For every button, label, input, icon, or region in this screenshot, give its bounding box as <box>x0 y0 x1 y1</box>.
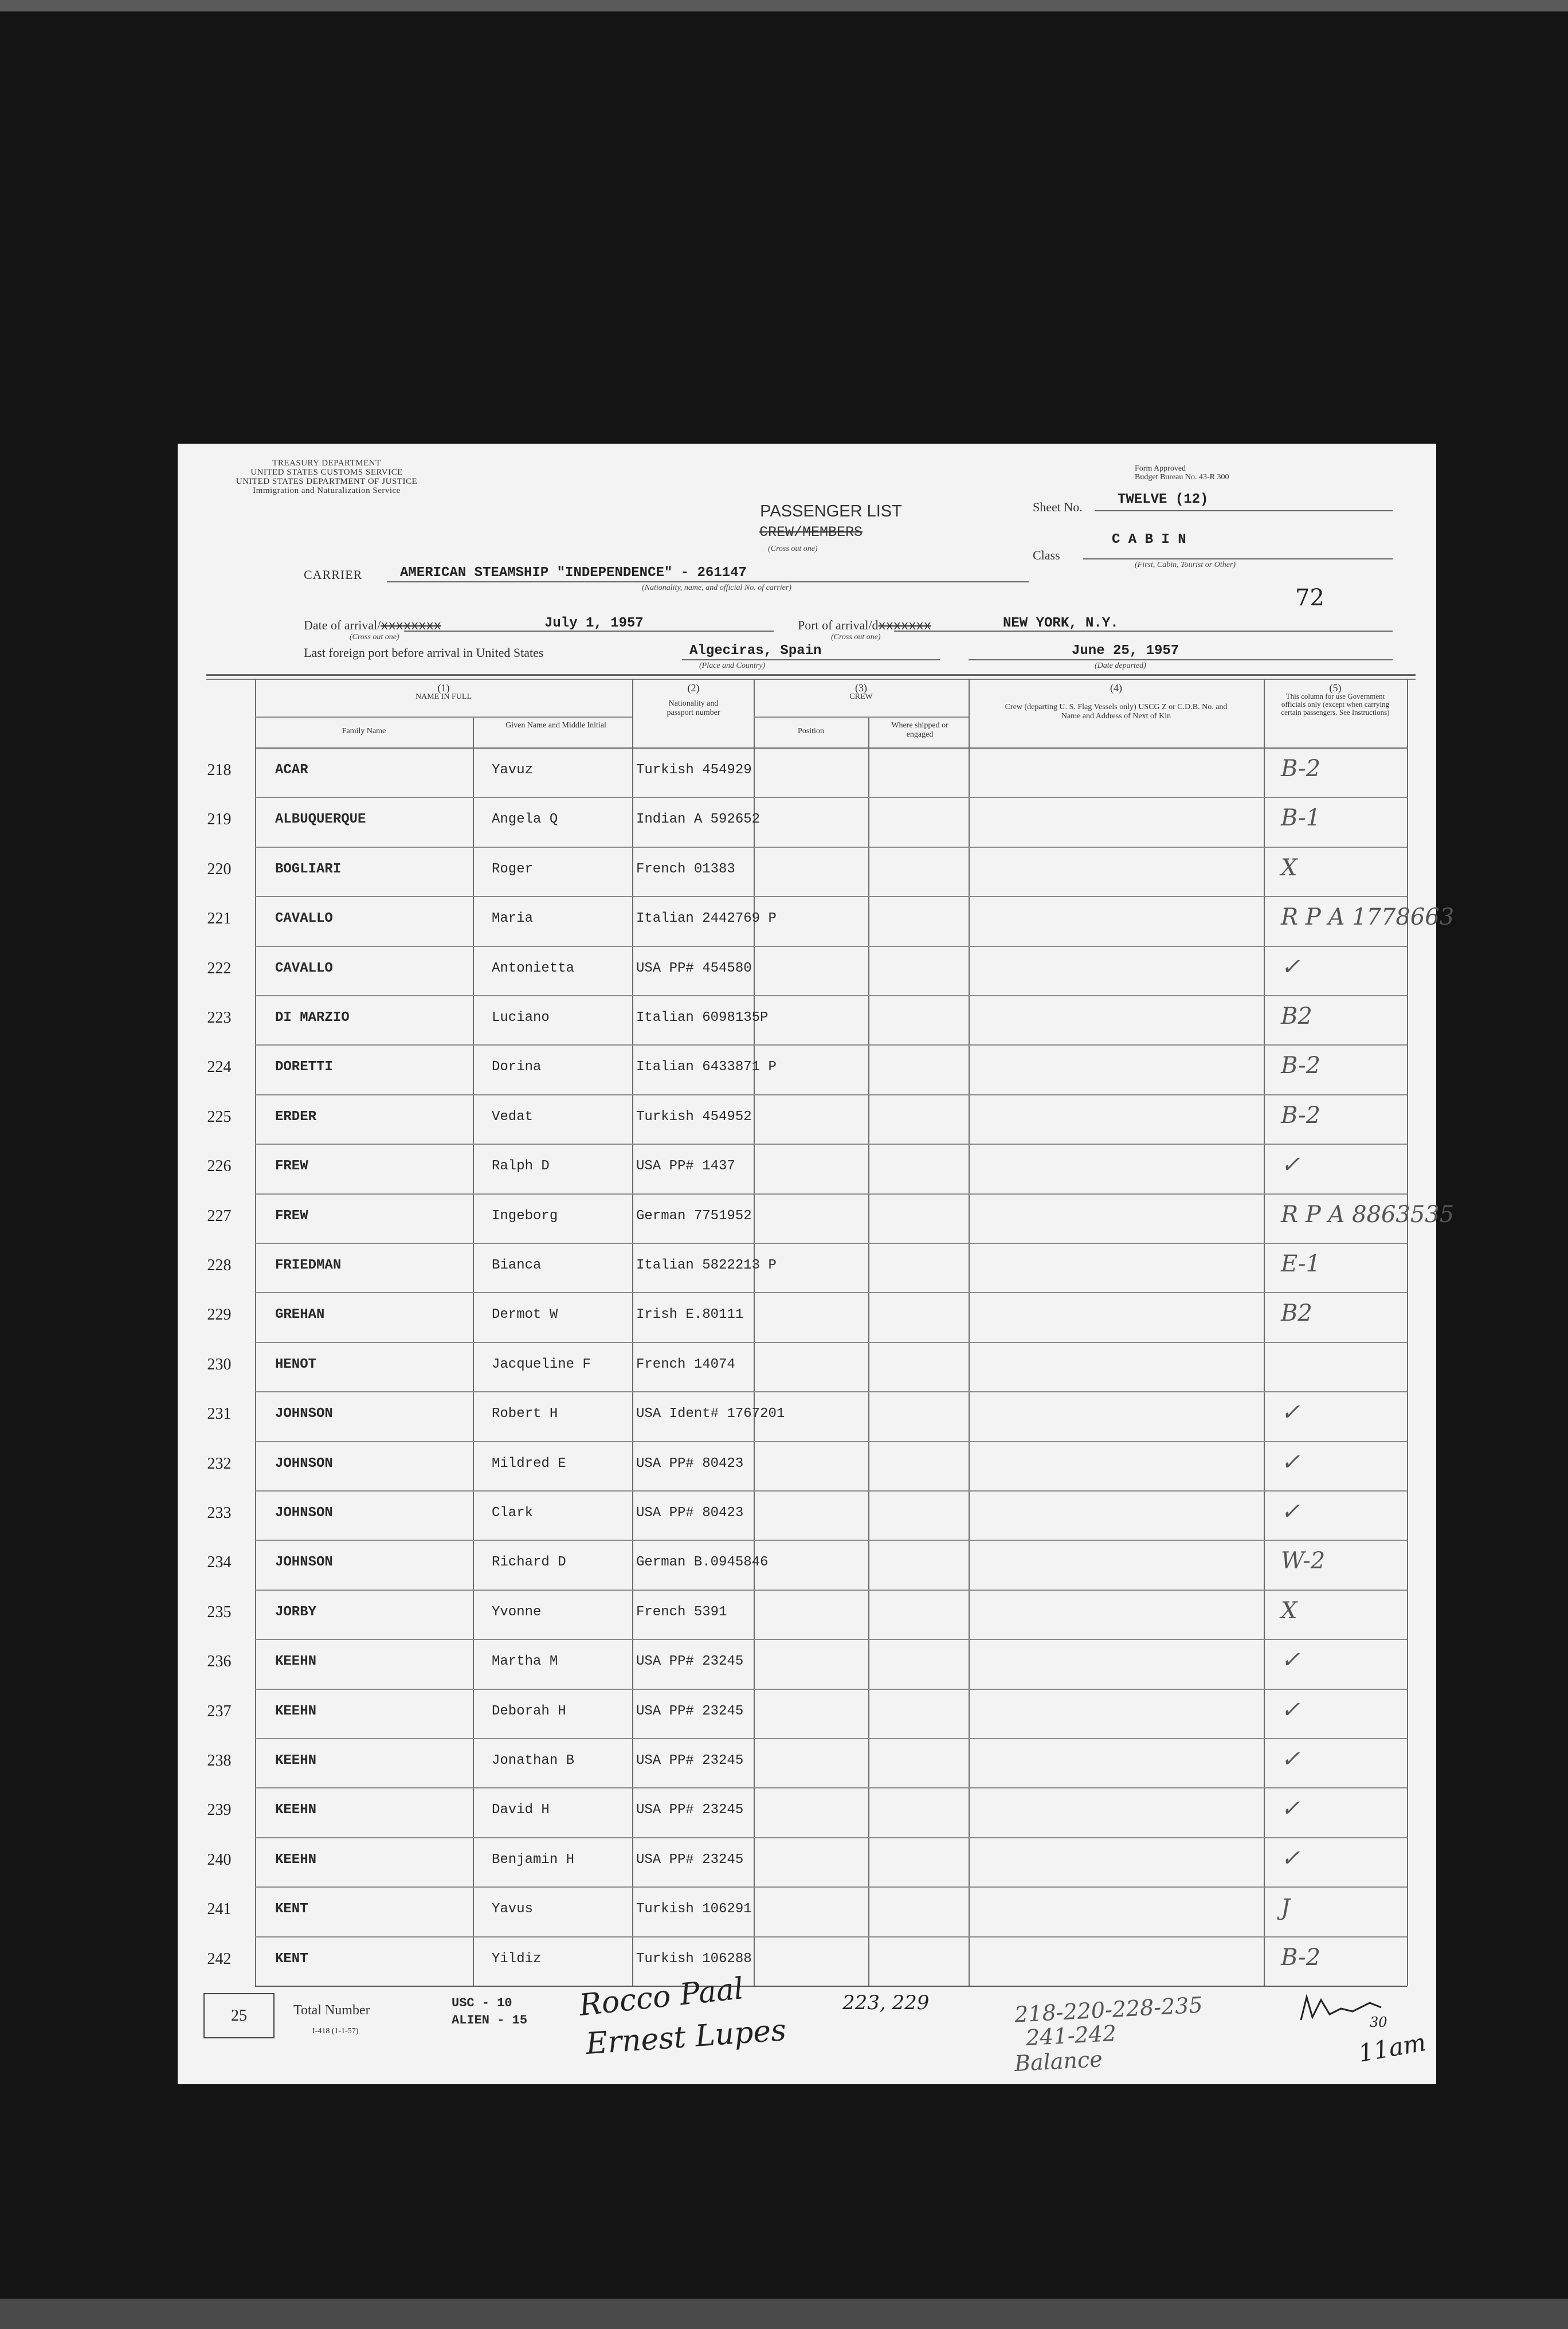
row-divider <box>255 1639 1407 1640</box>
nationality-passport-cell: USA PP# 23245 <box>636 1654 744 1670</box>
col2-title: Nationality and passport number <box>667 699 720 717</box>
nationality-passport-cell: USA PP# 80423 <box>636 1505 744 1521</box>
given-name-cell: Roger <box>492 861 534 877</box>
date-arrival-value: July 1, 1957 <box>544 616 644 631</box>
row-number: 222 <box>207 959 232 977</box>
nationality-passport-cell: USA PP# 80423 <box>636 1455 744 1471</box>
row-divider <box>255 995 1407 996</box>
given-name-header: Given Name and Middle Initial <box>505 721 606 730</box>
where-shipped-header: Where shipped or engaged <box>891 721 948 739</box>
col4-header <box>969 683 1264 721</box>
port-arrival-struck: xxxxxxx <box>878 619 931 633</box>
official-use-note: E-1 <box>1281 1251 1320 1277</box>
col3-header <box>754 683 969 702</box>
given-name-cell: Vedat <box>492 1109 534 1125</box>
family-name-cell: KEEHN <box>275 1654 317 1670</box>
family-name-cell: DORETTI <box>275 1059 333 1075</box>
row-divider <box>255 1441 1407 1442</box>
given-name-cell: Robert H <box>492 1406 558 1422</box>
row-number: 218 <box>207 761 232 779</box>
stamp-number: 72 <box>1295 585 1324 611</box>
footer-note-2: 218-220-228-235 <box>1014 1992 1204 2027</box>
col3-title: CREW <box>849 692 873 701</box>
row-number: 242 <box>207 1950 232 1968</box>
footer-minutes: 30 <box>1370 2014 1387 2030</box>
row-number: 228 <box>207 1257 232 1274</box>
col4-col5-rule <box>1264 679 1265 1986</box>
row-divider <box>255 1243 1407 1244</box>
official-use-note: B2 <box>1281 1300 1312 1327</box>
family-name-cell: HENOT <box>275 1356 317 1372</box>
family-given-rule <box>473 717 474 1986</box>
family-name-cell: ERDER <box>275 1109 317 1125</box>
class-label: Class <box>1033 548 1060 562</box>
sheet-number: TWELVE (12) <box>1118 492 1209 507</box>
col1-header <box>255 683 632 702</box>
position-header: Position <box>798 727 824 735</box>
nationality-passport-cell: German 7751952 <box>636 1208 752 1224</box>
nationality-passport-cell: Turkish 454929 <box>636 762 752 778</box>
given-name-cell: Richard D <box>492 1555 566 1571</box>
nationality-passport-cell: USA PP# 23245 <box>636 1852 744 1868</box>
class-value: C A B I N <box>1112 532 1186 547</box>
row-divider <box>255 1540 1407 1541</box>
nationality-passport-cell: Turkish 454952 <box>636 1109 752 1125</box>
given-name-cell: Yvonne <box>492 1604 542 1620</box>
col5-title: This column for use Government officials only (except when carrying certain passengers. See Instructions) <box>1281 692 1390 717</box>
row-divider <box>255 1342 1407 1343</box>
nationality-passport-cell: Italian 2442769 P <box>636 911 777 927</box>
row-number: 237 <box>207 1702 232 1720</box>
right-rule <box>1407 679 1408 1986</box>
row-number: 238 <box>207 1752 232 1770</box>
row-number: 241 <box>207 1900 232 1919</box>
row-number: 224 <box>207 1058 232 1077</box>
col3-number: (3) <box>855 682 867 694</box>
family-name-cell: FREW <box>275 1158 308 1175</box>
carrier-value: AMERICAN STEAMSHIP "INDEPENDENCE" - 261147 <box>400 565 747 581</box>
nationality-passport-cell: Turkish 106291 <box>636 1901 752 1917</box>
struck-crew-members: CREW/MEMBERS <box>759 524 863 541</box>
official-use-note: B-2 <box>1281 1052 1321 1079</box>
family-name-cell: JOHNSON <box>275 1406 333 1422</box>
family-name-cell: KEEHN <box>275 1753 317 1768</box>
row-number: 219 <box>207 811 232 829</box>
col3-col4-rule <box>969 679 970 1986</box>
family-name-cell: FRIEDMAN <box>275 1258 342 1273</box>
position-where-rule <box>868 717 869 1986</box>
footer-note-4: Balance <box>1013 2046 1103 2076</box>
signature-1: Rocco Paal <box>577 1971 746 2023</box>
nationality-passport-cell: USA PP# 1437 <box>636 1158 735 1175</box>
nationality-passport-cell: Italian 6433871 P <box>636 1059 777 1075</box>
passenger-list-sheet <box>178 444 1455 2084</box>
nationality-passport-cell: USA PP# 23245 <box>636 1802 744 1818</box>
nationality-passport-cell: Italian 5822213 P <box>636 1258 777 1273</box>
family-name-cell: JOHNSON <box>275 1505 333 1521</box>
row-divider <box>255 1044 1407 1046</box>
class-hint: (First, Cabin, Tourist or Other) <box>1135 561 1236 569</box>
given-name-cell: David H <box>492 1802 550 1818</box>
date-arrival-label-text: Date of arrival/ <box>304 618 381 632</box>
row-number: 229 <box>207 1306 232 1324</box>
col2-header <box>636 683 751 718</box>
nationality-passport-cell: Irish E.80111 <box>636 1307 744 1323</box>
given-name-cell: Yildiz <box>492 1951 542 1967</box>
footer-time: 11am <box>1356 2028 1428 2068</box>
official-use-note: ✓ <box>1281 1152 1300 1179</box>
film-edge-bottom <box>0 2299 1568 2329</box>
family-name-cell: CAVALLO <box>275 960 333 976</box>
family-name-header: Family Name <box>342 727 386 735</box>
total-count-box: 25 <box>203 1993 275 2038</box>
nationality-passport-cell: French 14074 <box>636 1356 735 1372</box>
given-name-cell: Jonathan B <box>492 1753 575 1768</box>
footer-note-1: 223, 229 <box>842 1991 930 2014</box>
row-divider <box>255 1144 1407 1145</box>
department-heading <box>206 459 447 495</box>
row-divider <box>255 847 1407 848</box>
usc-count: USC - 10 <box>452 1996 512 2010</box>
nationality-passport-cell: USA PP# 454580 <box>636 960 752 976</box>
row-divider <box>255 1193 1407 1195</box>
given-name-cell: Martha M <box>492 1654 558 1670</box>
official-use-note: ✓ <box>1281 1399 1300 1426</box>
family-name-cell: FREW <box>275 1208 308 1224</box>
official-use-note: J <box>1281 1894 1291 1921</box>
row-divider <box>255 797 1407 798</box>
family-name-cell: KENT <box>275 1901 308 1917</box>
family-name-cell: KEEHN <box>275 1703 317 1719</box>
carrier-hint: (Nationality, name, and official No. of carrier) <box>642 584 791 592</box>
row-divider <box>255 1787 1407 1788</box>
official-use-note: B-2 <box>1281 1944 1321 1971</box>
given-name-cell: Yavus <box>492 1901 534 1917</box>
official-use-note: R P A 8863535 <box>1281 1201 1455 1228</box>
cross-out-hint-port: (Cross out one) <box>831 633 881 641</box>
form-approved-note <box>1135 464 1229 482</box>
official-use-note: ✓ <box>1281 953 1300 980</box>
nationality-passport-cell: USA PP# 23245 <box>636 1753 744 1768</box>
official-use-note: B-2 <box>1281 756 1321 782</box>
carrier-label: CARRIER <box>304 567 363 582</box>
row-divider <box>255 1590 1407 1591</box>
col1-title: NAME IN FULL <box>415 692 472 701</box>
row-divider <box>255 1886 1407 1888</box>
given-name-cell: Clark <box>492 1505 534 1521</box>
row-number: 236 <box>207 1653 232 1671</box>
row-divider <box>255 1837 1407 1838</box>
cross-out-hint-date: (Cross out one) <box>350 633 399 641</box>
cross-out-hint: (Cross out one) <box>768 545 818 553</box>
nationality-passport-cell: USA PP# 23245 <box>636 1703 744 1719</box>
given-name-cell: Bianca <box>492 1258 542 1273</box>
form-id: I-418 (1-1-57) <box>312 2027 359 2036</box>
official-use-note: X <box>1281 1597 1297 1624</box>
row-number: 223 <box>207 1009 232 1027</box>
official-use-note: W-2 <box>1281 1548 1326 1575</box>
official-use-note: R P A 1778663 <box>1281 904 1455 931</box>
given-name-cell: Deborah H <box>492 1703 566 1719</box>
last-port-value: Algeciras, Spain <box>689 643 822 659</box>
form-title: PASSENGER LIST <box>760 502 902 520</box>
family-name-cell: JOHNSON <box>275 1555 333 1571</box>
row-number: 240 <box>207 1850 232 1869</box>
row-divider <box>255 1936 1407 1937</box>
row-number: 232 <box>207 1454 232 1473</box>
family-name-cell: JORBY <box>275 1604 317 1620</box>
last-port-hint: (Place and Country) <box>699 661 766 670</box>
col4-title: Crew (departing U. S. Flag Vessels only) USCG Z or C.D.B. No. and Name and Address of Next of Kin <box>1005 703 1228 721</box>
department-line: Immigration and Naturalization Service <box>253 486 401 495</box>
col2-col3-rule <box>754 679 755 1986</box>
last-port-label: Last foreign port before arrival in United States <box>304 645 544 660</box>
given-name-cell: Yavuz <box>492 762 534 778</box>
row-number: 235 <box>207 1603 232 1621</box>
footer-note-3: 241-242 <box>1025 2020 1117 2051</box>
given-name-cell: Antonietta <box>492 960 575 976</box>
family-name-cell: DI MARZIO <box>275 1010 350 1025</box>
nationality-passport-cell: Indian A 592652 <box>636 812 761 828</box>
col1-number: (1) <box>437 682 450 694</box>
official-use-note: ✓ <box>1281 1746 1300 1772</box>
row-number: 221 <box>207 910 232 928</box>
total-number-label: Total Number <box>293 2003 370 2018</box>
left-rule <box>255 679 256 1986</box>
official-use-note: ✓ <box>1281 1647 1300 1674</box>
given-name-cell: Ingeborg <box>492 1208 558 1224</box>
given-name-cell: Angela Q <box>492 812 558 828</box>
port-arrival-value: NEW YORK, N.Y. <box>1003 616 1119 631</box>
row-number: 230 <box>207 1355 232 1373</box>
signature-2: Ernest Lupes <box>585 2013 787 2062</box>
family-name-cell: ACAR <box>275 762 308 778</box>
official-use-note: ✓ <box>1281 1696 1300 1723</box>
row-number: 226 <box>207 1157 232 1176</box>
alien-count: ALIEN - 15 <box>452 2013 528 2027</box>
col1-col2-rule <box>632 679 633 1986</box>
row-divider <box>255 1689 1407 1690</box>
nationality-passport-cell: French 01383 <box>636 861 735 877</box>
given-name-cell: Jacqueline F <box>492 1356 591 1372</box>
row-divider <box>255 946 1407 947</box>
family-name-cell: CAVALLO <box>275 911 333 927</box>
form-approved-line: Form Approved <box>1135 464 1186 473</box>
initials-scribble <box>1295 1991 1387 2026</box>
given-name-cell: Dermot W <box>492 1307 558 1323</box>
given-name-cell: Luciano <box>492 1010 550 1025</box>
family-name-cell: KEEHN <box>275 1802 317 1818</box>
film-edge-top <box>0 0 1568 11</box>
given-name-cell: Ralph D <box>492 1158 550 1175</box>
date-arrival-struck: xxxxxxxx <box>381 619 441 633</box>
official-use-note: ✓ <box>1281 1845 1300 1872</box>
row-divider <box>255 1490 1407 1492</box>
given-name-cell: Benjamin H <box>492 1852 575 1868</box>
family-name-cell: ALBUQUERQUE <box>275 812 366 828</box>
col5-number: (5) <box>1329 682 1342 694</box>
nationality-passport-cell: French 5391 <box>636 1604 727 1620</box>
row-divider <box>255 1391 1407 1392</box>
official-use-note: B-1 <box>1281 805 1321 832</box>
official-use-note: ✓ <box>1281 1795 1300 1822</box>
row-number: 227 <box>207 1207 232 1225</box>
given-name-cell: Maria <box>492 911 534 927</box>
row-number: 233 <box>207 1504 232 1522</box>
row-number: 234 <box>207 1553 232 1572</box>
family-name-cell: KENT <box>275 1951 308 1967</box>
family-name-cell: KEEHN <box>275 1852 317 1868</box>
official-use-note: B-2 <box>1281 1102 1321 1129</box>
department-line: UNITED STATES DEPARTMENT OF JUSTICE <box>236 477 418 486</box>
departed-date-value: June 25, 1957 <box>1072 643 1179 659</box>
family-name-cell: GREHAN <box>275 1307 325 1323</box>
row-number: 220 <box>207 860 232 878</box>
row-number: 231 <box>207 1405 232 1423</box>
family-name-cell: JOHNSON <box>275 1455 333 1471</box>
row-divider <box>255 1094 1407 1095</box>
official-use-note: ✓ <box>1281 1449 1300 1475</box>
row-divider <box>255 1292 1407 1293</box>
official-use-note: B2 <box>1281 1003 1312 1030</box>
col5-header <box>1264 683 1407 717</box>
nationality-passport-cell: Turkish 106288 <box>636 1951 752 1967</box>
form-approved-line: Budget Bureau No. 43-R 300 <box>1135 473 1229 482</box>
row-number: 225 <box>207 1107 232 1126</box>
departed-hint: (Date departed) <box>1095 661 1146 670</box>
col4-number: (4) <box>1110 682 1122 694</box>
official-use-note: X <box>1281 854 1297 881</box>
official-use-note: ✓ <box>1281 1498 1300 1525</box>
col2-number: (2) <box>687 682 700 694</box>
nationality-passport-cell: USA Ident# 1767201 <box>636 1406 785 1422</box>
nationality-passport-cell: Italian 6098135P <box>636 1010 769 1025</box>
family-name-cell: BOGLIARI <box>275 861 342 877</box>
port-arrival-label-text: Port of arrival/d <box>798 618 879 632</box>
nationality-passport-cell: German B.0945846 <box>636 1555 769 1571</box>
row-number: 239 <box>207 1801 232 1819</box>
given-name-cell: Mildred E <box>492 1455 566 1471</box>
department-line: TREASURY DEPARTMENT <box>272 459 381 468</box>
row-divider <box>255 896 1407 897</box>
sheet-label: Sheet No. <box>1033 500 1083 514</box>
row-divider <box>255 1738 1407 1739</box>
department-line: UNITED STATES CUSTOMS SERVICE <box>250 468 403 477</box>
given-name-cell: Dorina <box>492 1059 542 1075</box>
